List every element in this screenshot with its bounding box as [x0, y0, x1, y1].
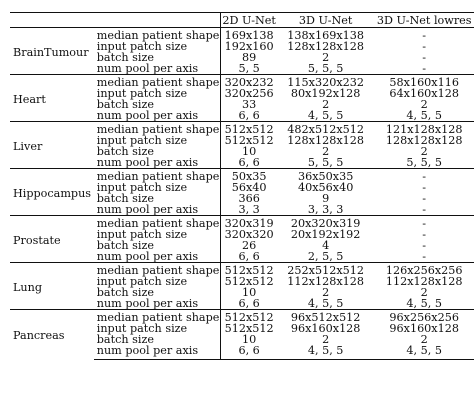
- value-2d-unet-cell: 192x160: [221, 41, 277, 52]
- value-3d-unet-cell: 2, 5, 5: [307, 250, 344, 263]
- value-3d-unet-cell: 4, 5, 5: [277, 345, 374, 360]
- parameter-name-cell: num pool per axis: [94, 345, 221, 360]
- value-3d-unet-lowres-cell: -: [374, 216, 474, 230]
- table-row: [10, 122, 474, 136]
- value-3d-unet-cell: 5, 5, 5: [307, 62, 344, 75]
- network-configuration-table: [10, 12, 474, 360]
- value-3d-unet-lowres-cell: -: [422, 239, 427, 252]
- value-3d-unet-lowres-cell: 128x128x128: [385, 134, 463, 147]
- value-2d-unet-cell: 512x512: [221, 122, 277, 136]
- parameter-name-cell: input patch size: [96, 134, 188, 147]
- header-row: [10, 13, 474, 28]
- parameter-name-cell: input patch size: [96, 40, 188, 53]
- value-3d-unet-cell: 20x192x192: [290, 228, 361, 241]
- value-3d-unet-lowres-cell: -: [422, 203, 427, 216]
- value-2d-unet-cell: 320x256: [221, 88, 277, 99]
- value-2d-unet-cell: 6, 6: [221, 298, 277, 310]
- value-3d-unet-cell: 36x50x35: [277, 169, 374, 183]
- parameter-name-cell: median patient shape: [94, 28, 221, 42]
- value-3d-unet-lowres-cell: 4, 5, 5: [406, 109, 442, 122]
- value-2d-unet-cell: 3, 3: [221, 204, 277, 216]
- value-3d-unet-lowres-cell: -: [422, 181, 427, 194]
- value-3d-unet-cell: 115x320x232: [277, 75, 374, 89]
- parameter-name-cell: num pool per axis: [96, 203, 199, 216]
- dataset-name-cell: Liver: [10, 122, 94, 169]
- value-3d-unet-cell: 2: [322, 98, 330, 111]
- value-3d-unet-cell: 3, 3, 3: [307, 203, 344, 216]
- parameter-name-cell: input patch size: [96, 87, 188, 100]
- value-3d-unet-lowres-cell: -: [422, 40, 427, 53]
- value-2d-unet-cell: 512x512: [221, 310, 277, 324]
- value-3d-unet-lowres-cell: -: [422, 228, 427, 241]
- parameter-name-cell: batch size: [96, 192, 154, 205]
- value-3d-unet-cell: 20x320x319: [277, 216, 374, 230]
- value-2d-unet-cell: 169x138: [221, 28, 277, 42]
- header-3d-unet: 3D U-Net: [277, 13, 374, 28]
- value-3d-unet-lowres-cell: 96x256x256: [374, 310, 474, 324]
- value-3d-unet-lowres-cell: -: [422, 192, 427, 205]
- value-2d-unet-cell: 6, 6: [221, 157, 277, 169]
- value-2d-unet-cell: 320x319: [221, 216, 277, 230]
- value-3d-unet-cell: 9: [322, 192, 330, 205]
- value-2d-unet-cell: 512x512: [221, 276, 277, 287]
- value-3d-unet-lowres-cell: -: [422, 62, 427, 75]
- value-3d-unet-lowres-cell: 58x160x116: [374, 75, 474, 89]
- value-3d-unet-lowres-cell: 2: [420, 98, 428, 111]
- value-2d-unet-cell: 320x320: [221, 229, 277, 240]
- value-3d-unet-cell: 96x160x128: [290, 322, 361, 335]
- parameter-name-cell: batch size: [96, 286, 154, 299]
- value-2d-unet-cell: 89: [221, 52, 277, 63]
- value-3d-unet-cell: 2: [322, 51, 330, 64]
- header-dataset: [10, 13, 94, 28]
- value-3d-unet-cell: 2: [322, 145, 330, 158]
- table-row: [10, 263, 474, 277]
- value-3d-unet-lowres-cell: 2: [420, 333, 428, 346]
- value-3d-unet-cell: 252x512x512: [277, 263, 374, 277]
- parameter-name-cell: num pool per axis: [96, 250, 199, 263]
- value-2d-unet-cell: 6, 6: [221, 251, 277, 263]
- value-3d-unet-cell: 80x192x128: [290, 87, 361, 100]
- value-2d-unet-cell: 366: [221, 193, 277, 204]
- value-2d-unet-cell: 10: [221, 146, 277, 157]
- value-3d-unet-lowres-cell: -: [422, 250, 427, 263]
- parameter-name-cell: num pool per axis: [96, 156, 199, 169]
- value-3d-unet-cell: 2: [322, 333, 330, 346]
- parameter-name-cell: num pool per axis: [96, 62, 199, 75]
- parameter-name-cell: batch size: [96, 145, 154, 158]
- table-row: [10, 169, 474, 183]
- value-3d-unet-cell: 128x128x128: [287, 134, 364, 147]
- header-parameter: [94, 13, 221, 28]
- value-2d-unet-cell: 50x35: [221, 169, 277, 183]
- value-3d-unet-cell: 128x128x128: [287, 40, 364, 53]
- value-3d-unet-cell: 2: [322, 286, 330, 299]
- parameter-name-cell: batch size: [96, 333, 154, 346]
- value-3d-unet-lowres-cell: 121x128x128: [374, 122, 474, 136]
- dataset-name-cell: Hippocampus: [10, 169, 94, 216]
- value-3d-unet-lowres-cell: -: [374, 169, 474, 183]
- value-2d-unet-cell: 512x512: [221, 263, 277, 277]
- value-3d-unet-lowres-cell: 2: [420, 145, 428, 158]
- value-2d-unet-cell: 33: [221, 99, 277, 110]
- value-2d-unet-cell: 26: [221, 240, 277, 251]
- dataset-name-cell: Lung: [10, 263, 94, 310]
- parameter-name-cell: input patch size: [96, 322, 188, 335]
- table-row: [10, 310, 474, 324]
- parameter-name-cell: median patient shape: [94, 122, 221, 136]
- header-3d-unet-lowres: 3D U-Net lowres: [374, 13, 474, 28]
- parameter-name-cell: input patch size: [96, 181, 188, 194]
- value-2d-unet-cell: 6, 6: [221, 110, 277, 122]
- value-3d-unet-cell: 138x169x138: [277, 28, 374, 42]
- value-3d-unet-lowres-cell: 96x160x128: [389, 322, 459, 335]
- value-3d-unet-lowres-cell: -: [422, 51, 427, 64]
- dataset-name-cell: Pancreas: [10, 310, 94, 360]
- dataset-name-cell: Prostate: [10, 216, 94, 263]
- parameter-name-cell: input patch size: [96, 275, 188, 288]
- value-3d-unet-lowres-cell: 64x160x128: [389, 87, 459, 100]
- header-2d-unet: 2D U-Net: [222, 14, 276, 27]
- value-3d-unet-cell: 4, 5, 5: [307, 297, 344, 310]
- value-2d-unet-cell: 5, 5: [221, 63, 277, 75]
- value-2d-unet-cell: 512x512: [221, 135, 277, 146]
- value-2d-unet-cell: 10: [221, 334, 277, 345]
- table-row: [10, 28, 474, 42]
- value-3d-unet-lowres-cell: 112x128x128: [385, 275, 463, 288]
- dataset-name-cell: Heart: [10, 75, 94, 122]
- table-row: [10, 216, 474, 230]
- value-3d-unet-cell: 5, 5, 5: [307, 156, 344, 169]
- value-3d-unet-cell: 112x128x128: [287, 275, 364, 288]
- table-header: [10, 13, 474, 28]
- value-2d-unet-cell: 56x40: [221, 182, 277, 193]
- value-3d-unet-lowres-cell: -: [374, 28, 474, 42]
- table-body: [10, 28, 474, 360]
- value-3d-unet-cell: 482x512x512: [277, 122, 374, 136]
- parameter-name-cell: median patient shape: [94, 216, 221, 230]
- parameter-name-cell: median patient shape: [94, 263, 221, 277]
- parameter-name-cell: median patient shape: [94, 75, 221, 89]
- value-3d-unet-cell: 4, 5, 5: [307, 109, 344, 122]
- value-3d-unet-lowres-cell: 126x256x256: [374, 263, 474, 277]
- value-3d-unet-cell: 40x56x40: [297, 181, 354, 194]
- value-2d-unet-cell: 10: [221, 287, 277, 298]
- dataset-name-cell: BrainTumour: [10, 28, 94, 75]
- parameter-name-cell: num pool per axis: [96, 109, 199, 122]
- value-3d-unet-lowres-cell: 4, 5, 5: [374, 345, 474, 360]
- value-3d-unet-lowres-cell: 5, 5, 5: [406, 156, 442, 169]
- value-3d-unet-lowres-cell: 4, 5, 5: [406, 297, 442, 310]
- parameter-name-cell: batch size: [96, 239, 154, 252]
- value-2d-unet-cell: 512x512: [221, 323, 277, 334]
- parameter-name-cell: median patient shape: [94, 169, 221, 183]
- table-row: [10, 75, 474, 89]
- parameter-name-cell: num pool per axis: [96, 297, 199, 310]
- parameter-name-cell: input patch size: [96, 228, 188, 241]
- value-3d-unet-cell: 96x512x512: [277, 310, 374, 324]
- parameter-name-cell: median patient shape: [94, 310, 221, 324]
- value-2d-unet-cell: 320x232: [221, 75, 277, 89]
- value-3d-unet-cell: 4: [322, 239, 330, 252]
- value-3d-unet-lowres-cell: 2: [420, 286, 428, 299]
- parameter-name-cell: batch size: [96, 98, 154, 111]
- value-2d-unet-cell: 6, 6: [221, 345, 277, 360]
- parameter-name-cell: batch size: [96, 51, 154, 64]
